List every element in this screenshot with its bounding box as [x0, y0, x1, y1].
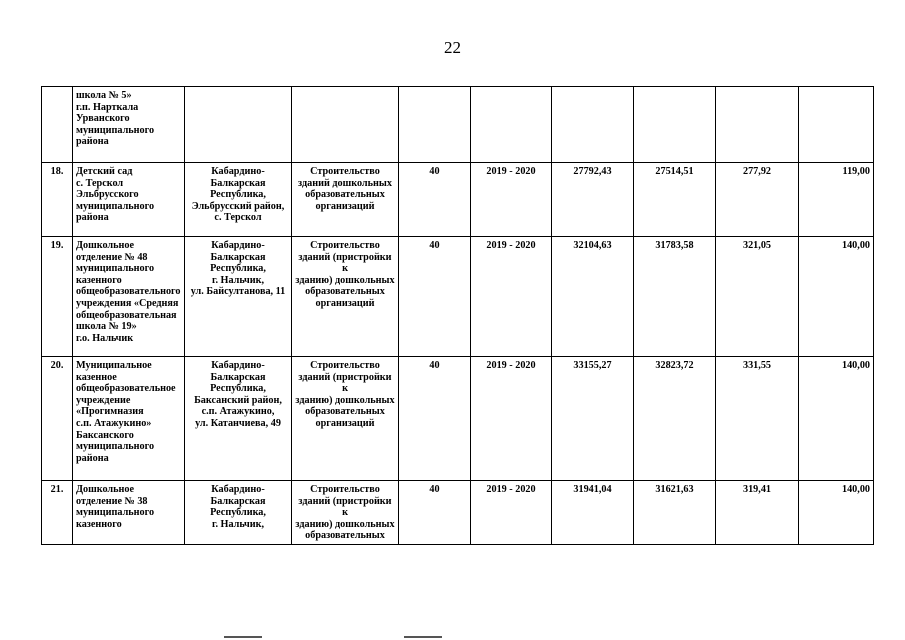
cell-institution-name: Дошкольное отделение № 38 муниципального казенного [73, 481, 185, 545]
cell-row-number: 19. [42, 237, 73, 357]
footer-mark-left [224, 636, 262, 638]
cell-institution-name: Муниципальное казенное общеобразовательное учреждение «Прогимназия с.п. Атажукино» Баксанского муниципального района [73, 357, 185, 481]
table-row [42, 163, 874, 237]
cell-regional-amount: 277,92 [716, 163, 799, 237]
cell-period: 2019 - 2020 [471, 357, 552, 481]
cell-institution-name: Дошкольное отделение № 48 муниципального казенного общеобразовательного учреждения «Средняя общеобразовательная школа № 19» г.о. Нальчик [73, 237, 185, 357]
cell-local-amount [799, 87, 874, 163]
cell-local-amount: 140,00 [799, 481, 874, 545]
cell-capacity: 40 [399, 481, 471, 545]
cell-capacity: 40 [399, 163, 471, 237]
table-row [42, 481, 874, 545]
cell-total-amount: 32104,63 [552, 237, 634, 357]
cell-work-type: Строительство зданий (пристройки к зданию) дошкольных образовательных организаций [292, 357, 399, 481]
cell-regional-amount: 331,55 [716, 357, 799, 481]
cell-local-amount: 140,00 [799, 237, 874, 357]
cell-capacity: 40 [399, 237, 471, 357]
cell-address: Кабардино- Балкарская Республика, Баксанский район, с.п. Атажукино, ул. Катанчиева, 49 [185, 357, 292, 481]
data-table [41, 86, 874, 545]
cell-period [471, 87, 552, 163]
cell-address: Кабардино- Балкарская Республика, Эльбрусский район, с. Терскол [185, 163, 292, 237]
cell-capacity: 40 [399, 357, 471, 481]
cell-federal-amount: 31621,63 [634, 481, 716, 545]
cell-institution-name: школа № 5» г.п. Нарткала Урванского муниципального района [73, 87, 185, 163]
cell-address [185, 87, 292, 163]
table-row [42, 87, 874, 163]
cell-address: Кабардино- Балкарская Республика, г. Нальчик, [185, 481, 292, 545]
cell-local-amount: 140,00 [799, 357, 874, 481]
cell-regional-amount: 321,05 [716, 237, 799, 357]
cell-total-amount: 33155,27 [552, 357, 634, 481]
cell-federal-amount [634, 87, 716, 163]
cell-federal-amount: 32823,72 [634, 357, 716, 481]
cell-work-type: Строительство зданий дошкольных образовательных организаций [292, 163, 399, 237]
cell-regional-amount [716, 87, 799, 163]
table-row [42, 237, 874, 357]
cell-row-number: 18. [42, 163, 73, 237]
cell-period: 2019 - 2020 [471, 163, 552, 237]
cell-capacity [399, 87, 471, 163]
cell-period: 2019 - 2020 [471, 237, 552, 357]
cell-federal-amount: 27514,51 [634, 163, 716, 237]
cell-row-number: 21. [42, 481, 73, 545]
cell-total-amount: 31941,04 [552, 481, 634, 545]
cell-address: Кабардино- Балкарская Республика, г. Нальчик, ул. Байсултанова, 11 [185, 237, 292, 357]
cell-local-amount: 119,00 [799, 163, 874, 237]
cell-institution-name: Детский сад с. Терскол Эльбрусского муниципального района [73, 163, 185, 237]
cell-work-type: Строительство зданий (пристройки к зданию) дошкольных образовательных организаций [292, 237, 399, 357]
cell-row-number [42, 87, 73, 163]
cell-work-type [292, 87, 399, 163]
cell-federal-amount: 31783,58 [634, 237, 716, 357]
cell-total-amount [552, 87, 634, 163]
cell-total-amount: 27792,43 [552, 163, 634, 237]
table-row [42, 357, 874, 481]
cell-row-number: 20. [42, 357, 73, 481]
cell-regional-amount: 319,41 [716, 481, 799, 545]
cell-work-type: Строительство зданий (пристройки к зданию) дошкольных образовательных [292, 481, 399, 545]
cell-period: 2019 - 2020 [471, 481, 552, 545]
page-number: 22 [444, 38, 461, 57]
footer-mark-right [404, 636, 442, 638]
